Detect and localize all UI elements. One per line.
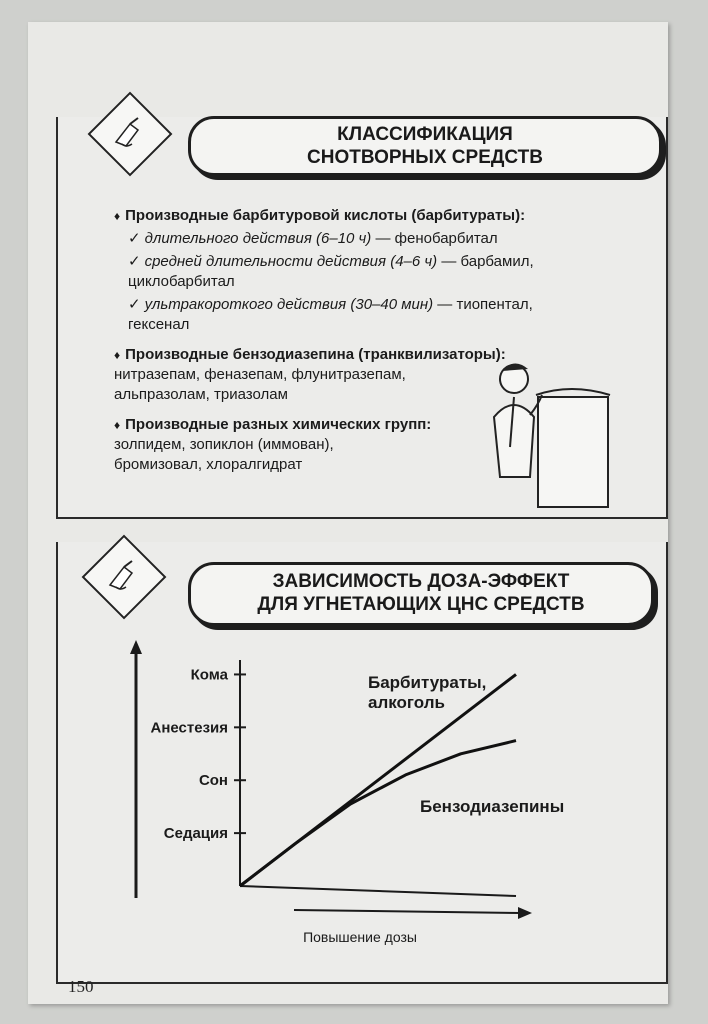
page-number: 150	[68, 977, 94, 996]
y-level-label: Анестезия	[150, 719, 228, 737]
x-axis-label: Повышение дозы	[303, 929, 417, 945]
check-icon: ✓	[128, 253, 141, 270]
y-level-label: Сон	[198, 772, 228, 790]
y-level-label: Кома	[190, 666, 228, 684]
y-arrow-head	[130, 640, 142, 654]
list-item	[114, 229, 584, 249]
check-icon: ✓	[128, 296, 141, 313]
series-label-benzodiazepines: Бензодиазепины	[420, 797, 565, 816]
classification-title	[188, 116, 662, 176]
duration-label: средней длительности действия (4–6 ч)	[144, 253, 438, 270]
title-line: ЗАВИСИМОСТЬ ДОЗА-ЭФФЕКТ	[272, 571, 570, 592]
presenter-illustration	[486, 357, 616, 517]
series-label-barbiturates: алкоголь	[368, 693, 445, 712]
group-heading: ♦ Производные разных химических групп:	[114, 415, 584, 435]
list-item	[114, 252, 584, 292]
drug-names: — фенобарбитал	[371, 230, 498, 247]
drug-names: нитразепам, феназепам, флунитразепам, альпразолам, триазолам	[114, 366, 406, 403]
drug-names: — барбамил, циклобарбитал	[128, 253, 534, 290]
group-barbiturates	[114, 206, 584, 335]
hand-pen-icon	[108, 114, 148, 154]
duration-label: ультракороткого действия (30–40 мин)	[144, 296, 434, 313]
book-page	[28, 22, 668, 1004]
drug-names: золпидем, зопиклон (иммован),	[114, 436, 334, 453]
group-heading: ♦ Производные барбитуровой кислоты (барбитураты):	[114, 206, 584, 226]
title-line: ДЛЯ УГНЕТАЮЩИХ ЦНС СРЕДСТВ	[257, 594, 585, 615]
y-level-label: Седация	[163, 825, 228, 843]
group-heading: ♦ Производные бензодиазепина (транквилизаторы):	[114, 345, 584, 365]
title-line: СНОТВОРНЫХ СРЕДСТВ	[307, 147, 543, 168]
check-icon: ✓	[128, 230, 141, 247]
x-axis	[240, 886, 516, 896]
title-line: КЛАССИФИКАЦИЯ	[337, 124, 513, 145]
x-arrow	[294, 910, 522, 913]
hand-pen-icon	[102, 557, 142, 597]
series-label-barbiturates: Барбитураты,	[368, 673, 487, 692]
list-item	[114, 295, 584, 335]
x-arrow-head	[518, 907, 532, 919]
drug-names: бромизовал, хлоралгидрат	[114, 456, 303, 473]
dose-effect-title	[188, 562, 654, 626]
drug-names: — тиопентал, гексенал	[128, 296, 533, 333]
duration-label: длительного действия (6–10 ч)	[144, 230, 372, 247]
dose-effect-chart	[88, 630, 608, 960]
